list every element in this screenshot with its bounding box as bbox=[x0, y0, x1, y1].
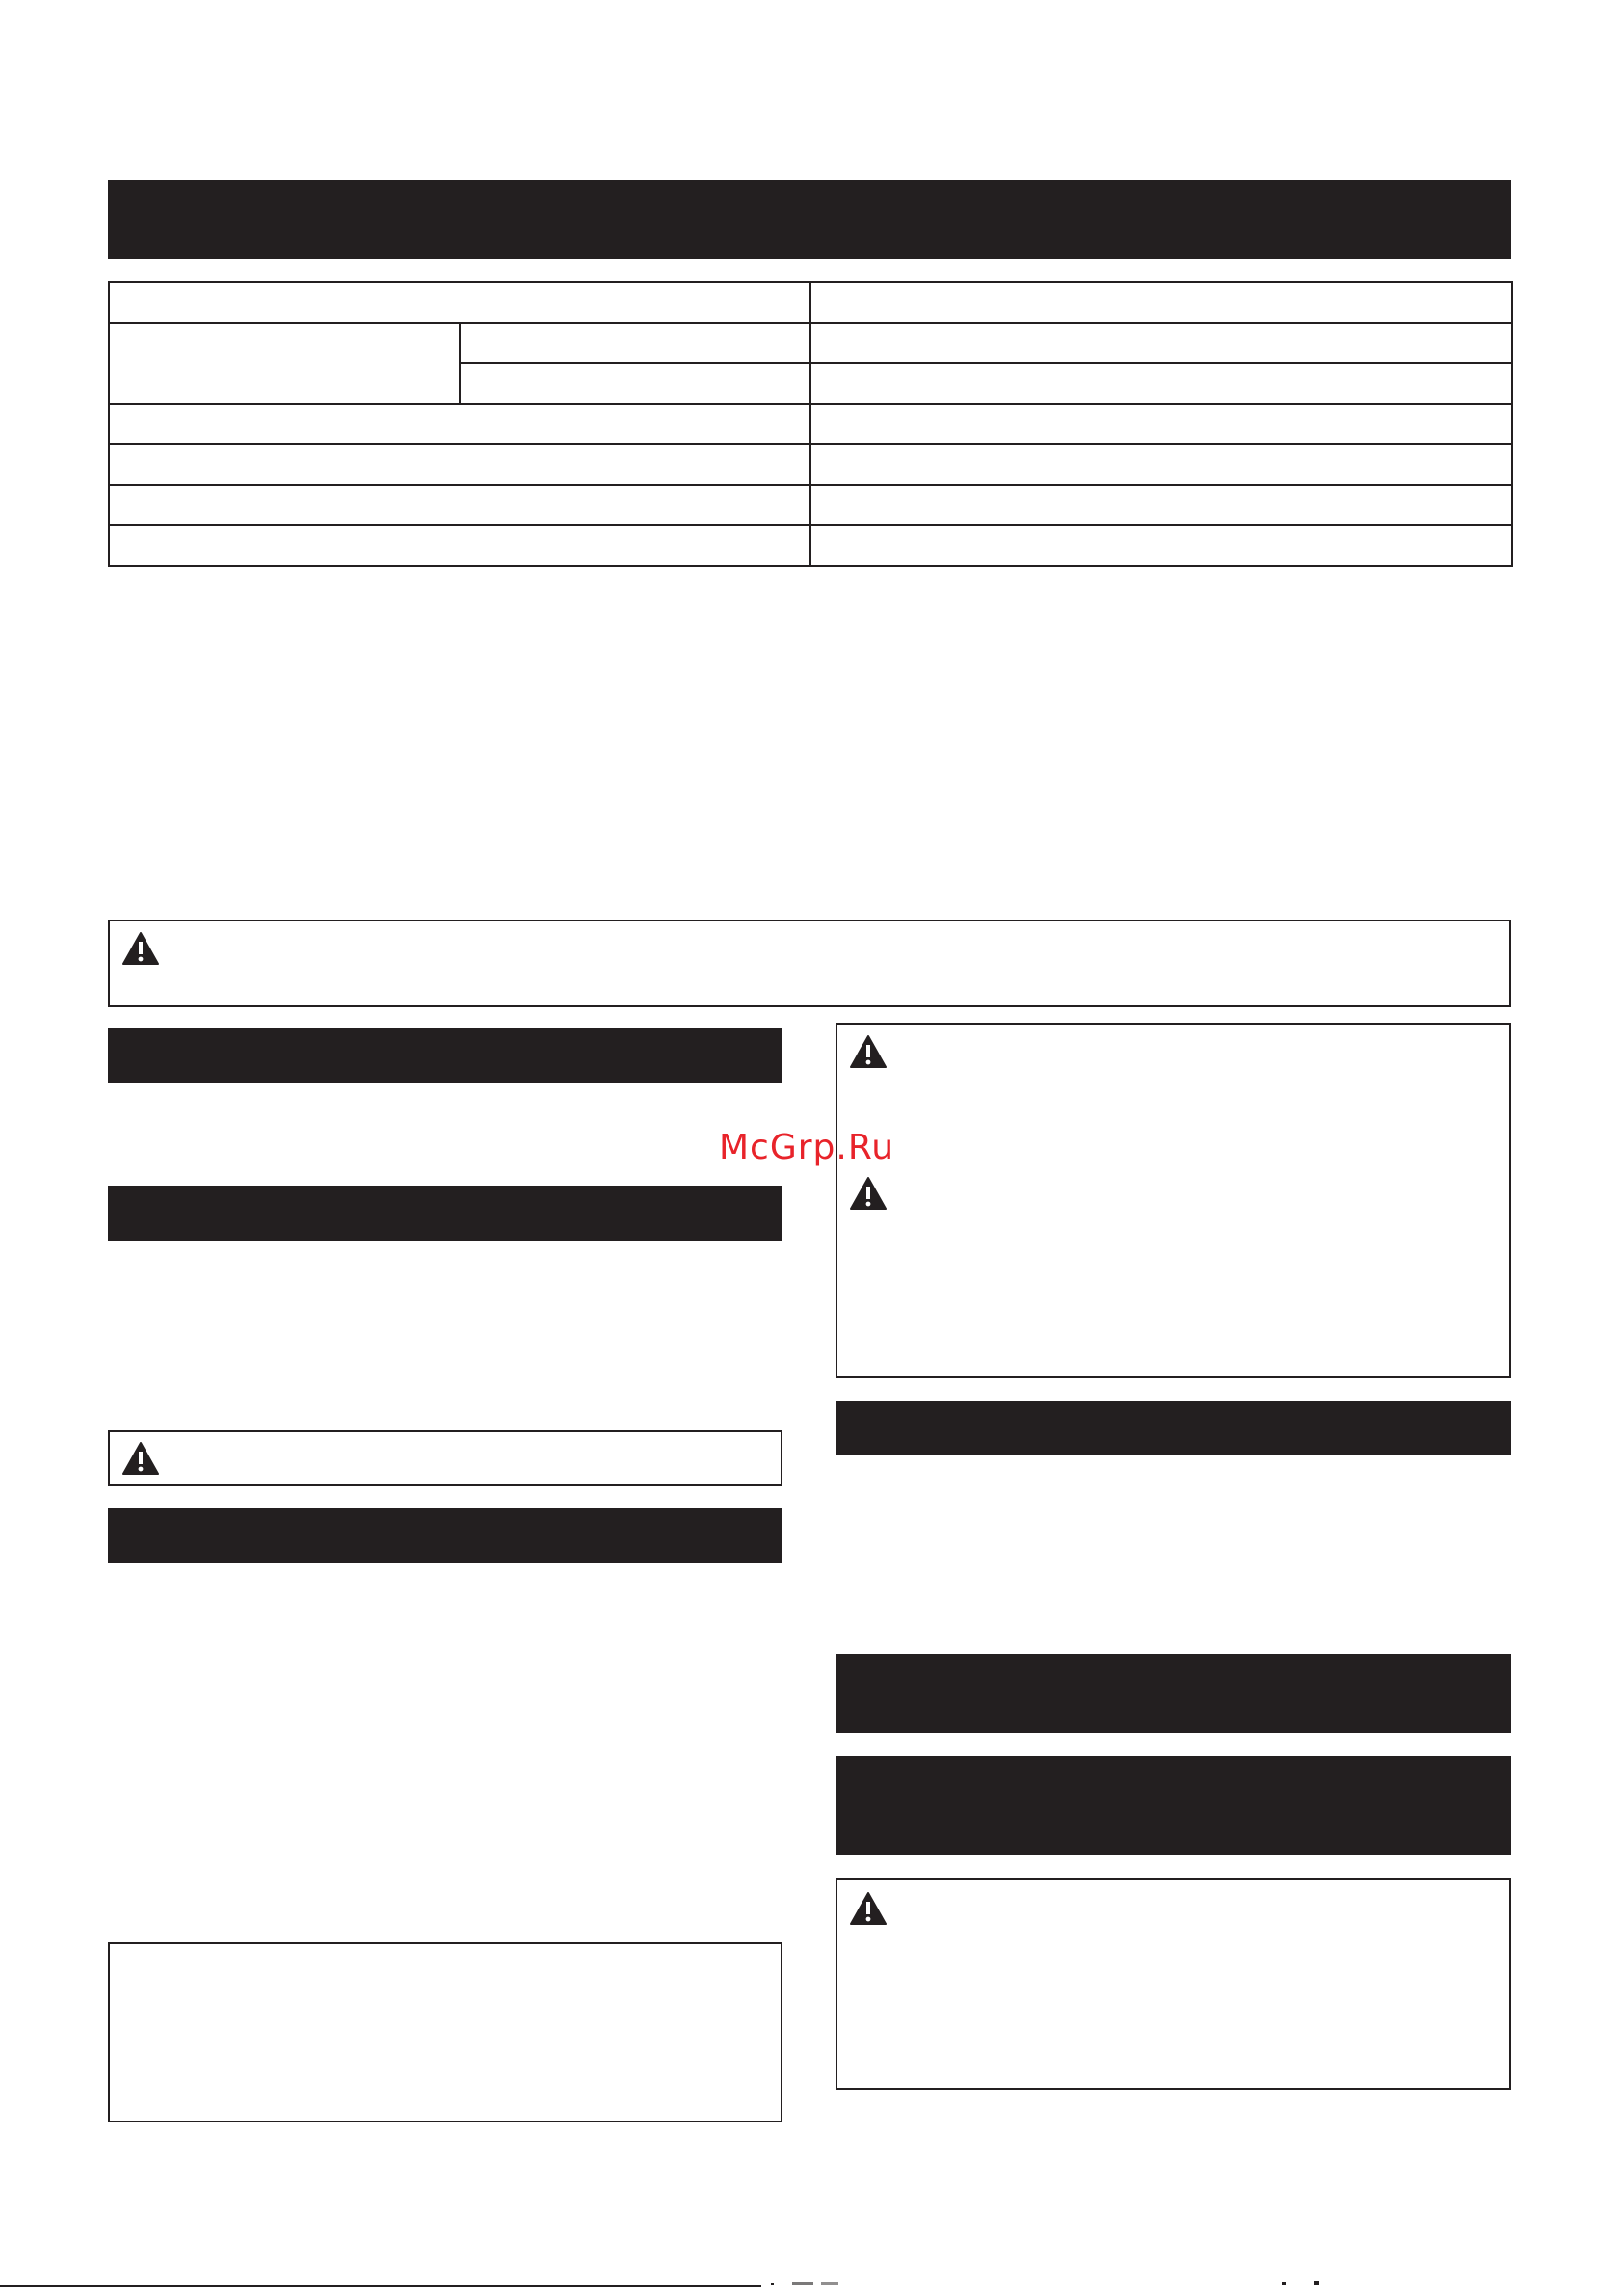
watermark-text: McGrp.Ru bbox=[719, 1128, 895, 1167]
section-header-bar-tall bbox=[836, 1654, 1511, 1733]
footer-scan-marks bbox=[761, 2281, 1339, 2286]
table-row bbox=[109, 282, 1512, 323]
section-header-bar bbox=[836, 1401, 1511, 1455]
table-cell bbox=[810, 485, 1512, 525]
footer-rule bbox=[0, 2285, 761, 2287]
warning-triangle-icon bbox=[849, 1891, 888, 1926]
table-row bbox=[109, 444, 1512, 485]
table-cell bbox=[109, 323, 460, 404]
section-header-bar bbox=[108, 1186, 782, 1241]
warning-triangle-icon bbox=[121, 1441, 160, 1476]
table-cell bbox=[460, 363, 810, 404]
page-title-bar bbox=[108, 180, 1511, 259]
table-row bbox=[109, 525, 1512, 566]
table-cell bbox=[460, 323, 810, 363]
table-cell bbox=[810, 282, 1512, 323]
warning-box-small bbox=[108, 1430, 782, 1486]
table-row bbox=[109, 404, 1512, 444]
section-header-bar bbox=[108, 1508, 782, 1563]
table-cell bbox=[109, 444, 810, 485]
specifications-table bbox=[108, 281, 1513, 567]
section-header-bar-tall bbox=[836, 1756, 1511, 1855]
table-cell bbox=[810, 404, 1512, 444]
table-row bbox=[109, 485, 1512, 525]
table-cell bbox=[810, 525, 1512, 566]
table-cell bbox=[810, 323, 1512, 363]
warning-triangle-icon bbox=[849, 1034, 888, 1069]
table-row bbox=[109, 323, 1512, 363]
table-cell bbox=[810, 363, 1512, 404]
table-cell bbox=[810, 444, 1512, 485]
table-cell bbox=[109, 282, 810, 323]
section-header-bar bbox=[108, 1028, 782, 1083]
warning-box-double bbox=[836, 1023, 1511, 1378]
table-cell bbox=[109, 485, 810, 525]
note-box bbox=[108, 1942, 782, 2122]
table-cell bbox=[109, 404, 810, 444]
warning-triangle-icon bbox=[121, 931, 160, 966]
warning-box-wide bbox=[108, 920, 1511, 1007]
warning-box-bottom bbox=[836, 1878, 1511, 2090]
table-cell bbox=[109, 525, 810, 566]
warning-triangle-icon bbox=[849, 1176, 888, 1211]
